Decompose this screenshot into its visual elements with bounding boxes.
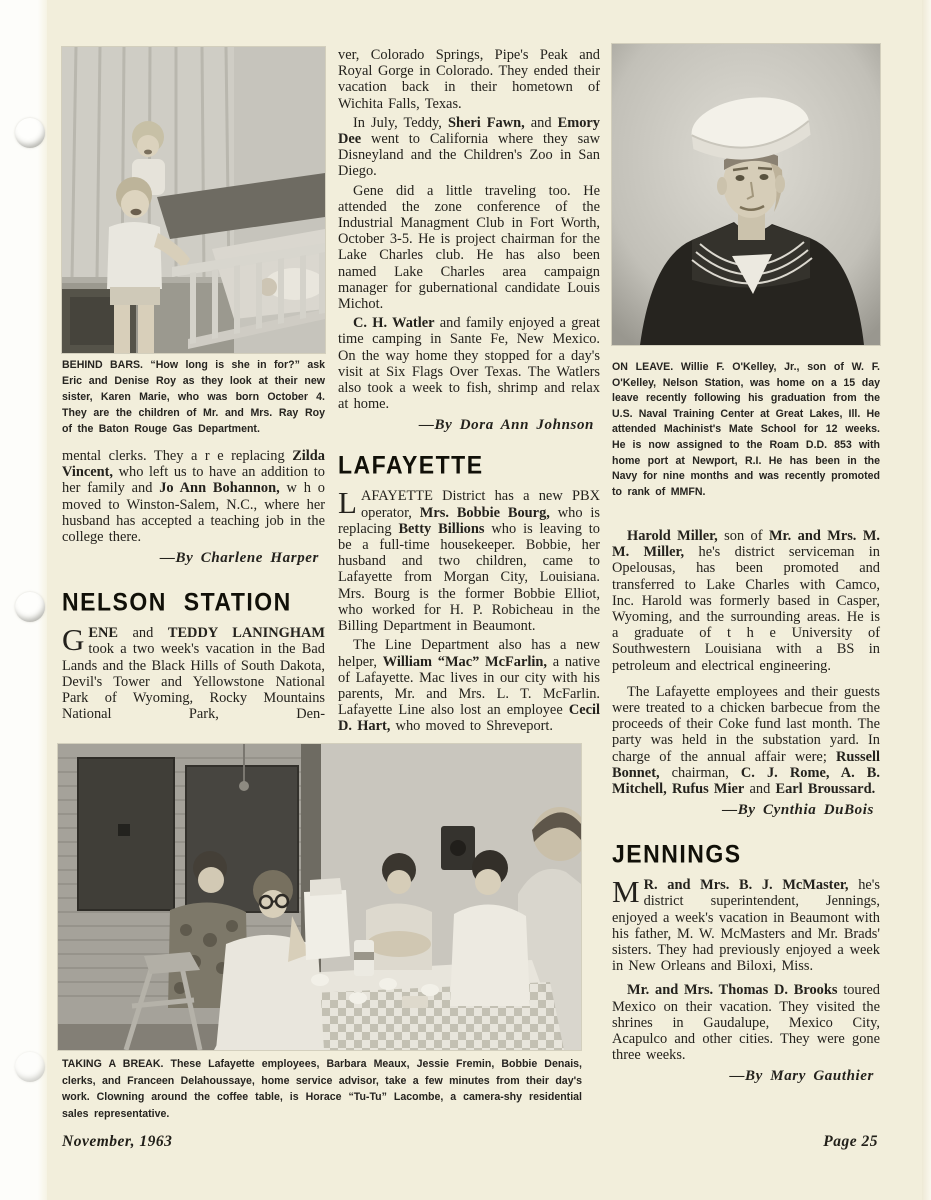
photo-sailor-portrait [612,44,880,345]
column-right [612,528,880,1085]
column-middle [338,47,600,738]
crib-illustration [62,47,325,353]
paragraph-lafayette-pbx: LAFAYETTE District has a new PBX operator, Mrs. Bobbie Bourg, who is replacing Betty Billions who is leaving to be a full-time housekeeper. Bobbie, her husband and two children, came to Lafayette from Morgan City, Louisiana. Mrs. Bourg is the former Bobbie Elliot, who worked for H. P. Robicheau in the Billing Department in Beaumont. [338,485,601,635]
byline-dora-ann-johnson: —By Dora Ann Johnson [418,417,594,434]
sailor-illustration [612,44,880,345]
paragraph-gene-vacation: GENE and TEDDY LANINGHAM took a two week's vacation in the Bad Lands and the Black Hills of South Dakota, Devil's Tower and Yellowstone National Park of Wyoming, Rocky Mountains National Park, Den- [62,622,325,723]
caption-behind-bars: BEHIND BARS. “How long is she in for?” ask Eric and Denise Roy as they look at their new sister, Karen Marie, who was born October 4. They are the children of Mr. and Mrs. Ray Roy of the Baton Rouge Gas Department. [62,359,325,435]
column-right-caption [612,360,880,500]
section-heading-jennings: JENNINGS [612,840,742,869]
paragraph-gene-travel: Gene did a little traveling too. He attended the zone conference of the Industrial Managment Club in Fort Worth, October 3-5. He is project chairman for the Lake Charles club. He has also been named Lake Charles area campaign manager for gubernational candidate Louis Michot. [338,182,600,313]
column-left [62,357,325,725]
paragraph-mental-clerks: mental clerks. They a r e replacing Zilda Vincent, who left us to have an addition to her family and Jo Ann Bohannon, w h o moved to Winston-Salem, N.C., where her husband has accepted a teaching job in the college there. [62,448,325,546]
paragraph-watler: C. H. Watler and family enjoyed a great time camping in Sante Fe, New Mexico. On the way home they stopped for a day's visit at Six Flags Over Texas. The Watlers also took a week to fish, shrimp and relax at home. [338,315,600,413]
byline-charlene-harper: —By Charlene Harper [159,550,319,567]
paragraph-chicken-barbecue: The Lafayette employees and their guests were treated to a chicken barbecue from the proceeds of their Coke fund last month. The party was held in the substation yard. In charge of the annual affair were; Russell Bonnet, chairman, C. J. Rome, A. B. Mitchell, Rufus Mier and Earl Broussard. [612,683,881,798]
paragraph-colorado: ver, Colorado Springs, Pipe's Peak and Royal Gorge in Colorado. They ended their vacation back in their hometown of Wichita Falls, Texas. [338,47,600,112]
punch-hole-icon [15,592,45,622]
section-heading-lafayette: LAFAYETTE [338,451,484,480]
photo-children-crib [62,47,325,353]
binder-margin [0,0,47,1200]
paragraph-harold-miller: Harold Miller, son of Mr. and Mrs. M. M. Miller, he's district serviceman in Opelousas, has been promoted and transferred to Lake Charles with Camco, Inc. Harold was formerly based in Casper, Wyoming, and the surrounding areas. He is a graduate of t h e University of Southwestern Louisiana with a BS in petroleum and electrical engineering. [612,528,880,674]
footer-issue-date: November, 1963 [62,1133,173,1150]
byline-cynthia-dubois: —By Cynthia DuBois [722,802,874,819]
photo-coffee-break [58,744,581,1050]
paragraph-line-department: The Line Department also has a new helper, William “Mac” McFarlin, a native of Lafayette. Mac lives in our city with his parents, Mr. and Mrs. L. T. McFarlin. Lafayette Line also lost an employee Cecil D. Hart, who moved to Shreveport. [338,637,600,735]
caption-on-leave: ON LEAVE. Willie F. O'Kelley, Jr., son of W. F. O'Kelley, Nelson Station, was home on a 15 day leave recently following his graduation from the U.S. Naval Training Center at Great Lakes, Ill. He attended Machinist's Mate School for 12 weeks. He is now assigned to the Roam D.D. 853 with home port at Newport, R.I. He has been in the Navy for nine months and was recently promoted to rank of MMFN. [612,361,880,498]
bottom-caption-block [62,1056,582,1122]
coffee-break-illustration [58,744,581,1050]
paragraph-brooks-mexico: Mr. and Mrs. Thomas D. Brooks toured Mexico on their vacation. They visited the shrines in Gaudalupe, Mexico City, Acapulco and other cities. They were gone three weeks. [612,982,880,1064]
punch-hole-icon [15,1052,45,1082]
footer-page-number: Page 25 [823,1133,878,1150]
byline-mary-gauthier: —By Mary Gauthier [729,1068,874,1085]
section-heading-nelson-station: NELSON STATION [62,588,292,617]
paragraph-july-trip: In July, Teddy, Sheri Fawn, and Emory Dee went to California where they saw Disneyland and the Children's Zoo in San Diego. [338,114,600,180]
punch-hole-icon [15,118,45,148]
caption-taking-a-break: TAKING A BREAK. These Lafayette employees, Barbara Meaux, Jessie Fremin, Bobbie Denais, clerks, and Franceen Delahoussaye, home service advisor, take a few minutes from their day's work. Clowning around the coffee table, is Horace “Tu-Tu” Lacombe, a camera-shy residential sales representative. [62,1058,582,1120]
paragraph-mcmaster: M R. and Mrs. B. J. McMaster, he's district superintendent, Jennings, enjoyed a week's vacation in Beaumont with his father, M. W. McMasters and Mr. Brads' sisters. They had previously enjoyed a week in New Orleans and Biloxi, Miss. [612,874,880,975]
